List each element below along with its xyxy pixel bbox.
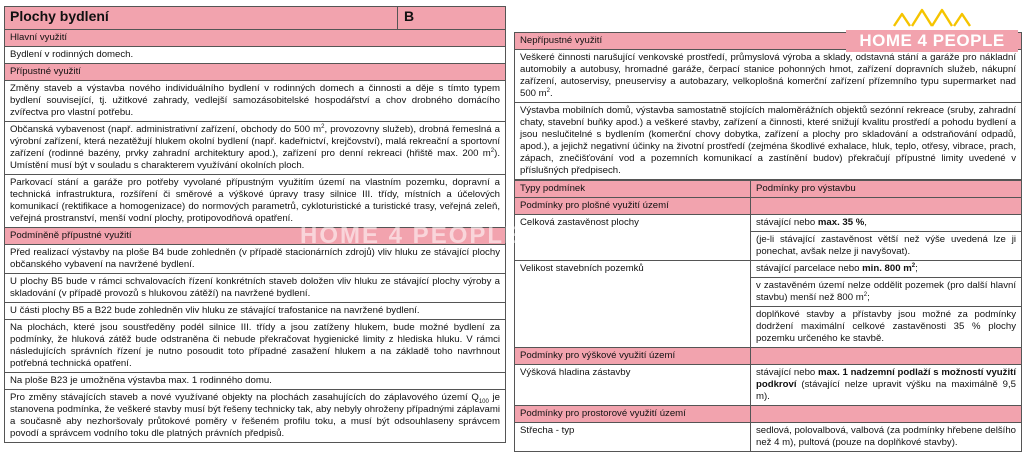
table-row	[515, 423, 1022, 452]
pripustne-paragraph-2: Občanská vybavenost (např. administrativní zařízení, obchody do 500 $m^2$, provozovny služeb), drobná řemeslná a výrobní zařízení, která nezatěžují hlukem okolní bydlení (např. kadeřnictví, krejčovství), malá rekreační a sportovní zařízení (rodinné bazény, prvky zahradní architektury apod.), zařízení pro denní rekreaci (hřiště max. 200 $m^2$). Umístění musí být v souladu s charakterem využívání okolních ploch.	[4, 122, 506, 175]
nepripustne-paragraph-1: Veškeré činnosti narušující venkovské prostředí, průmyslová výroba a sklady, odstavná stání a garáže pro nákladní automobily a autobusy, hromadné garáže, čerpací stanice pohonných hmot, zařízení dopravních služeb, nákupní zařízení, autoservisy, pneuservisy a autobazary, velkoplošná komerční zařízení přízemního typu supermarket nad 500 $m^2$.	[514, 50, 1022, 103]
row-label-vyskova-hladina: Výšková hladina zástavby	[515, 365, 751, 406]
table-row	[515, 348, 1022, 365]
brand-logo	[846, 4, 1018, 48]
row-label-velikost-pozemku: Velikost stavebních pozemků	[515, 261, 751, 348]
right-column	[514, 32, 1022, 452]
row-value-zastavenost: stávající nebo max. 35 %, (je-li stávající zastavěnost větší než výše uvedená lze ji ponechat, avšak nelze ji navyšovat).	[751, 215, 1022, 261]
podminene-item: Na ploše B23 je umožněna výstavba max. 1 rodinného domu.	[4, 373, 506, 390]
hlavni-text: Bydlení v rodinných domech.	[4, 47, 506, 64]
left-column	[4, 6, 506, 443]
section-hlavni-vyuziti: Hlavní využití	[4, 30, 506, 47]
table-row	[515, 261, 1022, 348]
zone-code: B	[404, 8, 415, 24]
row-value-vyskova-hladina: stávající nebo max. 1 nadzemní podlaží s možností využití podkroví (stávající nelze upravit výšku na maximálně 9,5 m).	[751, 365, 1022, 406]
podminene-item: Na plochách, které jsou soustředěny podél silnice III. třídy a jsou zatíženy hlukem, bude možné bydlení za podmínky, že hluková zátěž bude odstraněna či nebude překračovat hygienické limity z hlediska hluku. V rámci následujících správních řízení je nutno posoudit toto případné zasažení hlukem a na základě toho navrhnout potřebná technická opatření.	[4, 320, 506, 373]
table-header-row	[515, 181, 1022, 198]
brand-name: HOME 4 PEOPLE	[846, 30, 1018, 52]
table-row	[515, 215, 1022, 261]
watermark: HOME 4 PEOPLE	[300, 222, 523, 249]
section-pripustne-vyuziti: Přípustné využití	[4, 64, 506, 81]
page-title: Plochy bydlení	[5, 7, 398, 29]
pripustne-paragraph-3: Parkovací stání a garáže pro potřeby vyvolané přípustným využitím území na vlastním pozemku, dopravní a technická infrastruktura, rozšíření či směrové a výškové úpravy trasy silnice III. třídy, místních a účelových komunikací (rektifikace a homogenizace) do normových parametrů, cykloturistické a turistické trasy, veřejná zeleň, veřejná prostranství, menší vodní plochy, protipovodňová opatření.	[4, 175, 506, 228]
table-row	[515, 198, 1022, 215]
podminene-item: U části plochy B5 a B22 bude zohledněn vliv hluku ze stávající trafostanice na navržené bydlení.	[4, 303, 506, 320]
conditions-table	[514, 180, 1022, 452]
podminene-item: Před realizací výstavby na ploše B4 bude zohledněn (v případě stacionárních zdrojů) vliv hluku ze stávající plochy občanského vybavení na navržené bydlení.	[4, 245, 506, 274]
section-podminene-pripustne: Podmíněně přípustné využití	[4, 228, 506, 245]
table-title-row	[4, 6, 506, 30]
section-nepripustne-vyuziti: Nepřípustné využití	[514, 32, 1022, 50]
row-label-zastavenost: Celková zastavěnost plochy	[515, 215, 751, 261]
th-podminky-pro-vystavbu: Podmínky pro výstavbu	[751, 181, 1022, 198]
table-row	[515, 406, 1022, 423]
podminene-item: U plochy B5 bude v rámci schvalovacích řízení konkrétních staveb doložen vliv hluku ze stávající plochy výroby a skladování (v případě provozů s hlukovou zátěží) na navržené bydlení.	[4, 274, 506, 303]
table-row	[515, 365, 1022, 406]
row-value-velikost-pozemku: stávající parcelace nebo min. 800 $m^2$; v zastavěném území nelze oddělit pozemek (pro další hlavní stavbu) menší než 800 $m^2$; doplňkové stavby a přístavby jsou možné za podmínky dodržení maximální celkové zastavěnosti 35 % plochy pozemku určeného ke stavbě.	[751, 261, 1022, 348]
section-vyskove-vyuziti: Podmínky pro výškové využití území	[515, 348, 751, 365]
zaplavove-uzemi-paragraph: Pro změny stávajících staveb a nové využívané objekty na plochách zasahujících do záplavového území $Q_{100}$ je stanovena podmínka, že veškeré stavby musí být řešeny technicky tak, aby nebyly ohroženy případnými záplavami a současně aby nezhoršovaly průtokové poměry v řešeném profilu toku, a musí být odsouhlaseny správcem povodí a správcem vodního toku dle platných právních předpisů.	[4, 390, 506, 443]
houses-logo-icon	[892, 6, 972, 28]
row-value-strecha: sedlová, polovalbová, valbová (za podmínky hřebene delšího než 4 m), pultová (pouze na doplňkové stavby).	[751, 423, 1022, 452]
section-prostorove-vyuziti: Podmínky pro prostorové využití území	[515, 406, 751, 423]
th-typy-podminek: Typy podmínek	[515, 181, 751, 198]
pripustne-paragraph-1: Změny staveb a výstavba nového individuálního bydlení v rodinných domech a činnosti a děje s tímto typem bydlení související, tj. užitkové zahrady, vedlejší samozásobitelské hospodářství a chov drobného domácího zvířectva pro vlastní potřebu.	[4, 81, 506, 122]
section-plosne-vyuziti: Podmínky pro plošné využití území	[515, 198, 751, 215]
row-label-strecha: Střecha - typ	[515, 423, 751, 452]
nepripustne-paragraph-2: Výstavba mobilních domů, výstavba samostatně stojících maloměrážních objektů sezónní rekreace (sruby, zahradní chaty, stavební buňky apod.) a veškeré stavby, zařízení a činnosti, které snižují kvalitu prostředí a pohodu bydlení a jsou neslučitelné s bydlením (komerční chovy dobytka, zařízení a plochy pro skladování a odstraňování odpadů, apod.), a jejichž negativní účinky na životní prostředí (zejména škodlivé exhalace, hluk, teplo, otřesy, vibrace, prach, zápach, znečišťování vod a pozemních komunikací a zastínění budov) překračují přípustné limity uvedené v příslušných předpisech.	[514, 103, 1022, 180]
